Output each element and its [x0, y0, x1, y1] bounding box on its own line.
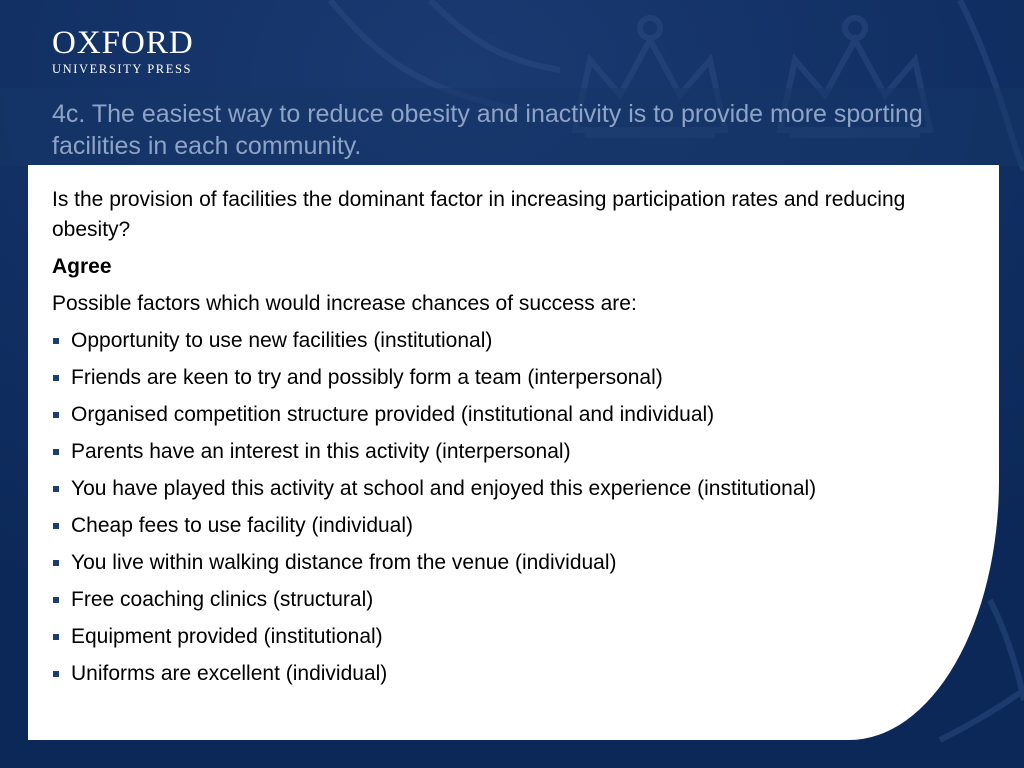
list-item: [52, 548, 952, 578]
slide-body: [52, 185, 952, 696]
square-bullet-icon: [53, 338, 59, 344]
list-item: [52, 659, 952, 689]
intro-text: Possible factors which would increase chances of success are:: [52, 292, 637, 315]
list-item-text: Organised competition structure provided (institutional and individual): [71, 403, 715, 426]
list-item: [52, 622, 952, 652]
list-item: [52, 511, 952, 541]
square-bullet-icon: [53, 597, 59, 603]
square-bullet-icon: [53, 634, 59, 640]
list-item: [52, 585, 952, 615]
list-item-text: Opportunity to use new facilities (institutional): [71, 329, 493, 352]
list-item: [52, 363, 952, 393]
list-item-text: Cheap fees to use facility (individual): [71, 514, 414, 537]
stance-text: Agree: [52, 255, 112, 278]
square-bullet-icon: [53, 375, 59, 381]
list-item: [52, 437, 952, 467]
square-bullet-icon: [53, 523, 59, 529]
slide-title: 4c. The easiest way to reduce obesity and inactivity is to provide more sporting facilities in each community.: [52, 100, 923, 160]
logo-wordmark: OXFORD: [52, 25, 194, 61]
list-item: [52, 474, 952, 504]
question-text: Is the provision of facilities the dominant factor in increasing participation rates and reducing obesity?: [52, 188, 906, 241]
list-item-text: You live within walking distance from the venue (individual): [71, 551, 617, 574]
list-item-text: Friends are keen to try and possibly form a team (interpersonal): [71, 366, 663, 389]
list-item-text: You have played this activity at school and enjoyed this experience (institutional): [71, 477, 817, 500]
list-item: [52, 326, 952, 356]
square-bullet-icon: [53, 449, 59, 455]
factor-list: [52, 326, 952, 689]
square-bullet-icon: [53, 486, 59, 492]
list-item-text: Parents have an interest in this activity (interpersonal): [71, 440, 571, 463]
oxford-university-press-logo: [52, 26, 194, 76]
logo-subtitle: UNIVERSITY PRESS: [52, 62, 193, 76]
list-item-text: Equipment provided (institutional): [71, 625, 383, 648]
square-bullet-icon: [53, 412, 59, 418]
square-bullet-icon: [53, 560, 59, 566]
square-bullet-icon: [53, 671, 59, 677]
list-item-text: Uniforms are excellent (individual): [71, 662, 388, 685]
list-item-text: Free coaching clinics (structural): [71, 588, 374, 611]
list-item: [52, 400, 952, 430]
